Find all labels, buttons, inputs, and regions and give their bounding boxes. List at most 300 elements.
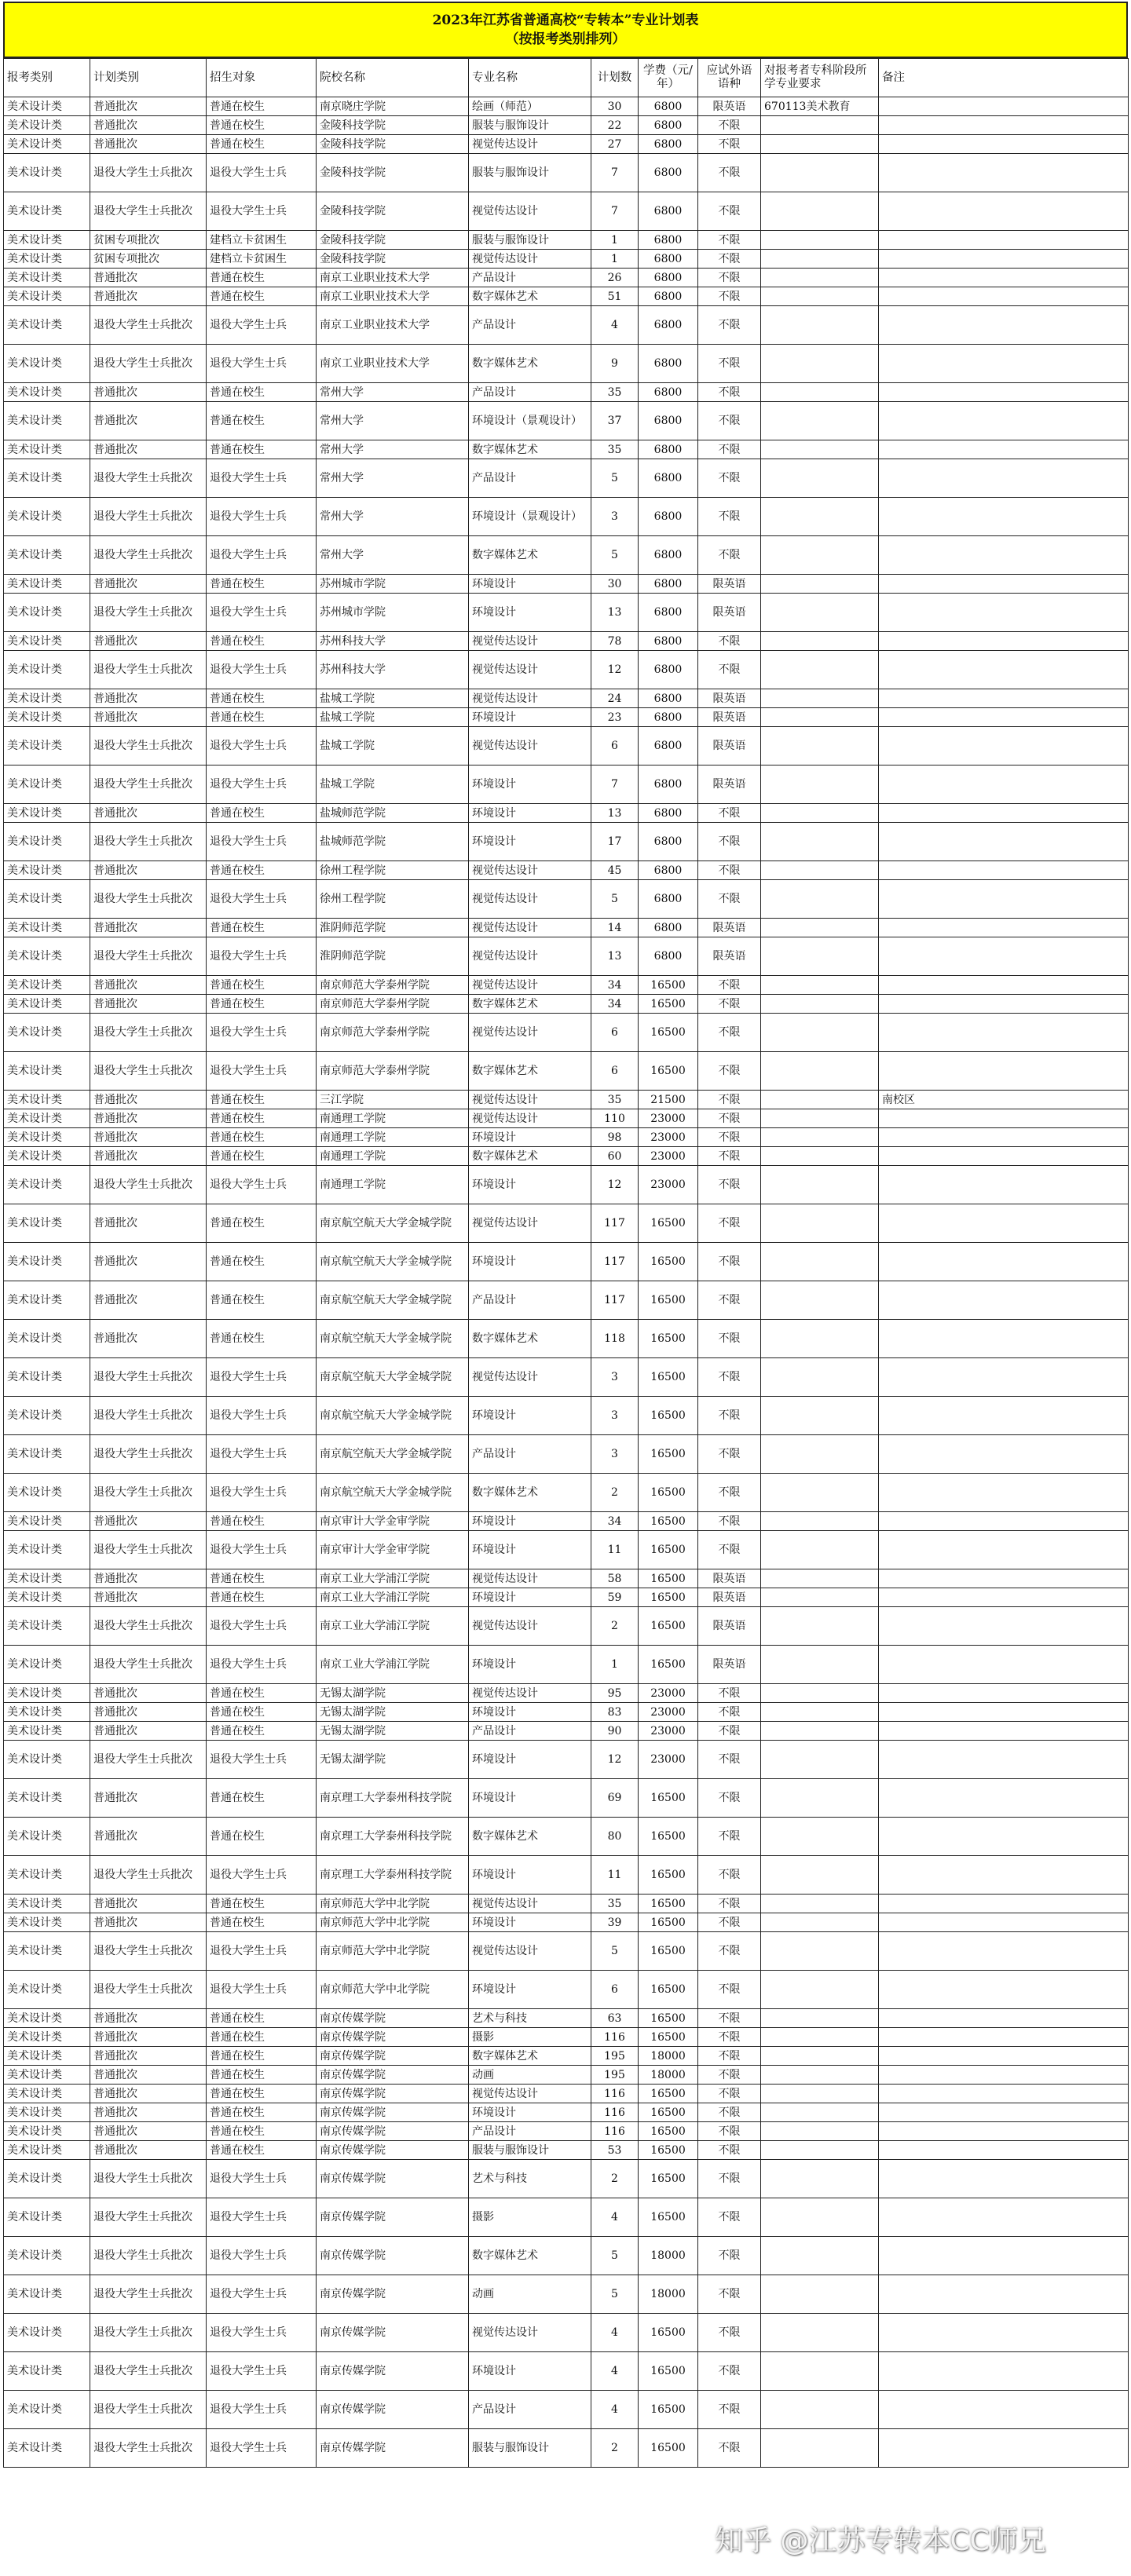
cell-exam-category: 美术设计类 bbox=[4, 459, 90, 498]
cell-plan-category: 普通批次 bbox=[90, 689, 207, 708]
cell-plan-count: 3 bbox=[591, 1435, 639, 1474]
cell-tuition: 16500 bbox=[639, 995, 698, 1014]
cell-major-requirement bbox=[761, 250, 879, 269]
cell-major-name: 数字媒体艺术 bbox=[469, 440, 591, 459]
cell-major-requirement bbox=[761, 976, 879, 995]
cell-remarks bbox=[879, 2391, 1129, 2429]
header-major-requirement: 对报考者专科阶段所学专业要求 bbox=[761, 59, 879, 97]
cell-remarks bbox=[879, 250, 1129, 269]
cell-major-requirement bbox=[761, 594, 879, 632]
cell-tuition: 16500 bbox=[639, 2122, 698, 2141]
table-row bbox=[4, 192, 1129, 231]
cell-exam-category: 美术设计类 bbox=[4, 1971, 90, 2009]
table-row bbox=[4, 1166, 1129, 1204]
cell-exam-category: 美术设计类 bbox=[4, 861, 90, 880]
cell-exam-category: 美术设计类 bbox=[4, 651, 90, 689]
cell-plan-count: 35 bbox=[591, 440, 639, 459]
table-row bbox=[4, 287, 1129, 306]
cell-plan-category: 普通批次 bbox=[90, 2141, 207, 2160]
cell-remarks bbox=[879, 1588, 1129, 1607]
table-row bbox=[4, 498, 1129, 536]
cell-major-name: 视觉传达设计 bbox=[469, 1569, 591, 1588]
cell-major-name: 艺术与科技 bbox=[469, 2009, 591, 2028]
cell-tuition: 23000 bbox=[639, 1722, 698, 1741]
cell-remarks bbox=[879, 1320, 1129, 1358]
cell-major-requirement bbox=[761, 1243, 879, 1281]
cell-school-name: 南京传媒学院 bbox=[317, 2141, 469, 2160]
cell-foreign-language: 不限 bbox=[698, 383, 761, 402]
cell-exam-category: 美术设计类 bbox=[4, 116, 90, 135]
cell-enrollment-target: 退役大学生士兵 bbox=[207, 594, 317, 632]
table-row bbox=[4, 651, 1129, 689]
cell-major-requirement bbox=[761, 498, 879, 536]
cell-remarks bbox=[879, 1779, 1129, 1818]
cell-major-name: 视觉传达设计 bbox=[469, 250, 591, 269]
cell-enrollment-target: 退役大学生士兵 bbox=[207, 1646, 317, 1684]
cell-exam-category: 美术设计类 bbox=[4, 2047, 90, 2066]
cell-enrollment-target: 退役大学生士兵 bbox=[207, 154, 317, 192]
cell-major-name: 数字媒体艺术 bbox=[469, 2047, 591, 2066]
cell-major-requirement bbox=[761, 2352, 879, 2391]
cell-major-requirement bbox=[761, 2009, 879, 2028]
cell-major-requirement bbox=[761, 269, 879, 287]
cell-school-name: 苏州科技大学 bbox=[317, 651, 469, 689]
cell-major-name: 产品设计 bbox=[469, 1435, 591, 1474]
cell-major-requirement bbox=[761, 861, 879, 880]
cell-remarks bbox=[879, 97, 1129, 116]
cell-remarks bbox=[879, 1243, 1129, 1281]
cell-school-name: 南京工业大学浦江学院 bbox=[317, 1607, 469, 1646]
cell-exam-category: 美术设计类 bbox=[4, 1091, 90, 1109]
cell-exam-category: 美术设计类 bbox=[4, 937, 90, 976]
cell-school-name: 无锡太湖学院 bbox=[317, 1741, 469, 1779]
table-row bbox=[4, 2028, 1129, 2047]
cell-major-name: 环境设计 bbox=[469, 1512, 591, 1531]
cell-major-requirement bbox=[761, 402, 879, 440]
header-tuition: 学费（元/年） bbox=[639, 59, 698, 97]
cell-plan-category: 普通批次 bbox=[90, 1204, 207, 1243]
table-row bbox=[4, 402, 1129, 440]
cell-plan-count: 11 bbox=[591, 1531, 639, 1569]
cell-foreign-language: 不限 bbox=[698, 2237, 761, 2275]
cell-school-name: 南京师范大学泰州学院 bbox=[317, 976, 469, 995]
cell-plan-count: 34 bbox=[591, 995, 639, 1014]
cell-enrollment-target: 退役大学生士兵 bbox=[207, 1397, 317, 1435]
cell-tuition: 23000 bbox=[639, 1684, 698, 1703]
cell-enrollment-target: 普通在校生 bbox=[207, 1243, 317, 1281]
cell-school-name: 南京传媒学院 bbox=[317, 2103, 469, 2122]
cell-school-name: 徐州工程学院 bbox=[317, 880, 469, 919]
cell-remarks bbox=[879, 2028, 1129, 2047]
table-row bbox=[4, 135, 1129, 154]
cell-major-name: 环境设计 bbox=[469, 594, 591, 632]
cell-exam-category: 美术设计类 bbox=[4, 2198, 90, 2237]
cell-school-name: 淮阴师范学院 bbox=[317, 919, 469, 937]
cell-tuition: 6800 bbox=[639, 459, 698, 498]
cell-plan-count: 5 bbox=[591, 880, 639, 919]
table-row bbox=[4, 1014, 1129, 1052]
header-school-name: 院校名称 bbox=[317, 59, 469, 97]
cell-plan-count: 5 bbox=[591, 1932, 639, 1971]
cell-major-requirement bbox=[761, 2047, 879, 2066]
cell-remarks bbox=[879, 1281, 1129, 1320]
cell-major-requirement bbox=[761, 2237, 879, 2275]
cell-enrollment-target: 普通在校生 bbox=[207, 135, 317, 154]
cell-exam-category: 美术设计类 bbox=[4, 1052, 90, 1091]
cell-foreign-language: 不限 bbox=[698, 2066, 761, 2085]
cell-remarks: 南校区 bbox=[879, 1091, 1129, 1109]
cell-plan-category: 贫困专项批次 bbox=[90, 231, 207, 250]
cell-enrollment-target: 普通在校生 bbox=[207, 1569, 317, 1588]
cell-enrollment-target: 普通在校生 bbox=[207, 1091, 317, 1109]
document-title: 2023年江苏省普通高校“专转本”专业计划表 bbox=[432, 13, 699, 28]
cell-major-requirement bbox=[761, 765, 879, 804]
cell-school-name: 南通理工学院 bbox=[317, 1128, 469, 1147]
cell-major-name: 环境设计 bbox=[469, 823, 591, 861]
cell-remarks bbox=[879, 383, 1129, 402]
cell-plan-category: 退役大学生士兵批次 bbox=[90, 823, 207, 861]
cell-enrollment-target: 普通在校生 bbox=[207, 976, 317, 995]
cell-plan-category: 退役大学生士兵批次 bbox=[90, 1014, 207, 1052]
cell-major-name: 环境设计 bbox=[469, 765, 591, 804]
cell-foreign-language: 不限 bbox=[698, 2391, 761, 2429]
cell-remarks bbox=[879, 2275, 1129, 2314]
cell-enrollment-target: 普通在校生 bbox=[207, 2066, 317, 2085]
table-row bbox=[4, 440, 1129, 459]
cell-foreign-language: 不限 bbox=[698, 1818, 761, 1856]
cell-plan-count: 7 bbox=[591, 154, 639, 192]
cell-plan-count: 6 bbox=[591, 727, 639, 765]
cell-school-name: 南通理工学院 bbox=[317, 1109, 469, 1128]
cell-plan-category: 普通批次 bbox=[90, 2066, 207, 2085]
cell-exam-category: 美术设计类 bbox=[4, 919, 90, 937]
cell-major-name: 产品设计 bbox=[469, 269, 591, 287]
cell-major-requirement bbox=[761, 1474, 879, 1512]
cell-school-name: 常州大学 bbox=[317, 383, 469, 402]
cell-plan-category: 退役大学生士兵批次 bbox=[90, 345, 207, 383]
table-row bbox=[4, 1052, 1129, 1091]
cell-exam-category: 美术设计类 bbox=[4, 1895, 90, 1913]
table-row bbox=[4, 2160, 1129, 2198]
cell-remarks bbox=[879, 2141, 1129, 2160]
cell-major-name: 视觉传达设计 bbox=[469, 651, 591, 689]
cell-plan-category: 退役大学生士兵批次 bbox=[90, 1531, 207, 1569]
cell-enrollment-target: 退役大学生士兵 bbox=[207, 1607, 317, 1646]
cell-foreign-language: 不限 bbox=[698, 269, 761, 287]
cell-plan-category: 退役大学生士兵批次 bbox=[90, 594, 207, 632]
cell-major-requirement bbox=[761, 383, 879, 402]
cell-major-requirement bbox=[761, 632, 879, 651]
cell-major-requirement bbox=[761, 1109, 879, 1128]
cell-school-name: 苏州科技大学 bbox=[317, 632, 469, 651]
cell-plan-category: 普通批次 bbox=[90, 1818, 207, 1856]
cell-major-requirement bbox=[761, 1607, 879, 1646]
cell-plan-count: 5 bbox=[591, 536, 639, 575]
cell-major-requirement bbox=[761, 1052, 879, 1091]
cell-plan-category: 退役大学生士兵批次 bbox=[90, 192, 207, 231]
cell-major-requirement bbox=[761, 1014, 879, 1052]
cell-foreign-language: 不限 bbox=[698, 1014, 761, 1052]
cell-plan-category: 普通批次 bbox=[90, 1895, 207, 1913]
cell-remarks bbox=[879, 1052, 1129, 1091]
cell-foreign-language: 不限 bbox=[698, 2009, 761, 2028]
cell-tuition: 16500 bbox=[639, 1474, 698, 1512]
cell-major-requirement bbox=[761, 306, 879, 345]
cell-plan-count: 3 bbox=[591, 1397, 639, 1435]
cell-school-name: 常州大学 bbox=[317, 440, 469, 459]
cell-plan-category: 退役大学生士兵批次 bbox=[90, 1166, 207, 1204]
cell-plan-count: 11 bbox=[591, 1856, 639, 1895]
cell-tuition: 6800 bbox=[639, 383, 698, 402]
cell-remarks bbox=[879, 440, 1129, 459]
table-row bbox=[4, 2391, 1129, 2429]
cell-plan-count: 4 bbox=[591, 2391, 639, 2429]
table-row bbox=[4, 1818, 1129, 1856]
cell-remarks bbox=[879, 116, 1129, 135]
cell-plan-count: 4 bbox=[591, 2198, 639, 2237]
cell-tuition: 16500 bbox=[639, 2009, 698, 2028]
cell-major-name: 动画 bbox=[469, 2275, 591, 2314]
cell-foreign-language: 不限 bbox=[698, 1204, 761, 1243]
cell-foreign-language: 限英语 bbox=[698, 727, 761, 765]
cell-school-name: 常州大学 bbox=[317, 459, 469, 498]
table-row bbox=[4, 345, 1129, 383]
cell-remarks bbox=[879, 594, 1129, 632]
cell-major-name: 艺术与科技 bbox=[469, 2160, 591, 2198]
cell-school-name: 南京传媒学院 bbox=[317, 2275, 469, 2314]
cell-major-requirement bbox=[761, 804, 879, 823]
cell-major-requirement bbox=[761, 1147, 879, 1166]
cell-exam-category: 美术设计类 bbox=[4, 2160, 90, 2198]
cell-enrollment-target: 退役大学生士兵 bbox=[207, 2160, 317, 2198]
cell-foreign-language: 限英语 bbox=[698, 708, 761, 727]
cell-plan-category: 普通批次 bbox=[90, 575, 207, 594]
cell-plan-count: 27 bbox=[591, 135, 639, 154]
cell-plan-category: 退役大学生士兵批次 bbox=[90, 2198, 207, 2237]
cell-tuition: 16500 bbox=[639, 1818, 698, 1856]
cell-tuition: 18000 bbox=[639, 2066, 698, 2085]
cell-school-name: 南京传媒学院 bbox=[317, 2429, 469, 2468]
cell-remarks bbox=[879, 937, 1129, 976]
cell-tuition: 16500 bbox=[639, 2314, 698, 2352]
cell-exam-category: 美术设计类 bbox=[4, 689, 90, 708]
cell-tuition: 18000 bbox=[639, 2237, 698, 2275]
cell-school-name: 南京晓庄学院 bbox=[317, 97, 469, 116]
cell-enrollment-target: 普通在校生 bbox=[207, 287, 317, 306]
cell-enrollment-target: 普通在校生 bbox=[207, 383, 317, 402]
cell-exam-category: 美术设计类 bbox=[4, 269, 90, 287]
cell-plan-count: 35 bbox=[591, 383, 639, 402]
cell-plan-category: 退役大学生士兵批次 bbox=[90, 1358, 207, 1397]
cell-major-name: 视觉传达设计 bbox=[469, 632, 591, 651]
cell-major-name: 数字媒体艺术 bbox=[469, 1147, 591, 1166]
cell-enrollment-target: 普通在校生 bbox=[207, 2103, 317, 2122]
cell-exam-category: 美术设计类 bbox=[4, 536, 90, 575]
cell-foreign-language: 不限 bbox=[698, 2141, 761, 2160]
cell-major-name: 视觉传达设计 bbox=[469, 1607, 591, 1646]
cell-exam-category: 美术设计类 bbox=[4, 2429, 90, 2468]
cell-school-name: 金陵科技学院 bbox=[317, 154, 469, 192]
cell-exam-category: 美术设计类 bbox=[4, 231, 90, 250]
cell-enrollment-target: 普通在校生 bbox=[207, 1779, 317, 1818]
cell-plan-category: 普通批次 bbox=[90, 861, 207, 880]
cell-exam-category: 美术设计类 bbox=[4, 765, 90, 804]
cell-remarks bbox=[879, 459, 1129, 498]
cell-plan-count: 1 bbox=[591, 250, 639, 269]
title-banner bbox=[3, 2, 1128, 58]
cell-remarks bbox=[879, 2198, 1129, 2237]
table-row bbox=[4, 383, 1129, 402]
cell-remarks bbox=[879, 1435, 1129, 1474]
cell-school-name: 盐城师范学院 bbox=[317, 804, 469, 823]
cell-school-name: 南京传媒学院 bbox=[317, 2085, 469, 2103]
cell-plan-category: 退役大学生士兵批次 bbox=[90, 880, 207, 919]
cell-school-name: 金陵科技学院 bbox=[317, 192, 469, 231]
cell-plan-category: 普通批次 bbox=[90, 708, 207, 727]
cell-major-name: 数字媒体艺术 bbox=[469, 1818, 591, 1856]
cell-school-name: 无锡太湖学院 bbox=[317, 1684, 469, 1703]
cell-plan-count: 95 bbox=[591, 1684, 639, 1703]
cell-exam-category: 美术设计类 bbox=[4, 498, 90, 536]
table-row bbox=[4, 231, 1129, 250]
cell-major-requirement bbox=[761, 1818, 879, 1856]
cell-school-name: 南京理工大学泰州科技学院 bbox=[317, 1779, 469, 1818]
cell-plan-count: 80 bbox=[591, 1818, 639, 1856]
cell-exam-category: 美术设计类 bbox=[4, 402, 90, 440]
cell-major-name: 数字媒体艺术 bbox=[469, 536, 591, 575]
cell-major-requirement bbox=[761, 231, 879, 250]
cell-major-requirement bbox=[761, 2160, 879, 2198]
cell-exam-category: 美术设计类 bbox=[4, 1932, 90, 1971]
cell-enrollment-target: 退役大学生士兵 bbox=[207, 1358, 317, 1397]
table-row bbox=[4, 2009, 1129, 2028]
cell-remarks bbox=[879, 1722, 1129, 1741]
cell-plan-count: 6 bbox=[591, 1971, 639, 2009]
cell-school-name: 南京师范大学泰州学院 bbox=[317, 1014, 469, 1052]
cell-remarks bbox=[879, 1397, 1129, 1435]
cell-school-name: 三江学院 bbox=[317, 1091, 469, 1109]
cell-foreign-language: 限英语 bbox=[698, 575, 761, 594]
cell-plan-count: 34 bbox=[591, 1512, 639, 1531]
cell-school-name: 无锡太湖学院 bbox=[317, 1722, 469, 1741]
cell-plan-count: 117 bbox=[591, 1281, 639, 1320]
cell-school-name: 南京理工大学泰州科技学院 bbox=[317, 1818, 469, 1856]
cell-remarks bbox=[879, 306, 1129, 345]
cell-plan-category: 普通批次 bbox=[90, 1147, 207, 1166]
cell-foreign-language: 限英语 bbox=[698, 1646, 761, 1684]
cell-major-name: 视觉传达设计 bbox=[469, 1358, 591, 1397]
cell-exam-category: 美术设计类 bbox=[4, 575, 90, 594]
table-row bbox=[4, 2352, 1129, 2391]
cell-plan-count: 9 bbox=[591, 345, 639, 383]
cell-enrollment-target: 普通在校生 bbox=[207, 2122, 317, 2141]
cell-tuition: 16500 bbox=[639, 2429, 698, 2468]
cell-remarks bbox=[879, 2066, 1129, 2085]
cell-school-name: 南京航空航天大学金城学院 bbox=[317, 1358, 469, 1397]
cell-school-name: 南京航空航天大学金城学院 bbox=[317, 1320, 469, 1358]
table-row bbox=[4, 1531, 1129, 1569]
cell-remarks bbox=[879, 632, 1129, 651]
cell-exam-category: 美术设计类 bbox=[4, 2028, 90, 2047]
cell-school-name: 南京工业职业技术大学 bbox=[317, 345, 469, 383]
cell-tuition: 16500 bbox=[639, 1281, 698, 1320]
cell-remarks bbox=[879, 2103, 1129, 2122]
cell-major-name: 视觉传达设计 bbox=[469, 1014, 591, 1052]
cell-major-requirement bbox=[761, 459, 879, 498]
cell-tuition: 16500 bbox=[639, 1052, 698, 1091]
cell-enrollment-target: 普通在校生 bbox=[207, 1684, 317, 1703]
cell-plan-category: 退役大学生士兵批次 bbox=[90, 1397, 207, 1435]
cell-school-name: 南京工业职业技术大学 bbox=[317, 306, 469, 345]
cell-plan-count: 195 bbox=[591, 2047, 639, 2066]
cell-plan-category: 退役大学生士兵批次 bbox=[90, 1741, 207, 1779]
cell-enrollment-target: 普通在校生 bbox=[207, 269, 317, 287]
cell-school-name: 南京师范大学中北学院 bbox=[317, 1971, 469, 2009]
cell-foreign-language: 限英语 bbox=[698, 1607, 761, 1646]
cell-plan-count: 26 bbox=[591, 269, 639, 287]
cell-major-requirement bbox=[761, 1128, 879, 1147]
cell-foreign-language: 不限 bbox=[698, 402, 761, 440]
header-enrollment-target: 招生对象 bbox=[207, 59, 317, 97]
cell-school-name: 南京师范大学中北学院 bbox=[317, 1895, 469, 1913]
table-row bbox=[4, 2429, 1129, 2468]
cell-plan-count: 98 bbox=[591, 1128, 639, 1147]
table-row bbox=[4, 1358, 1129, 1397]
header-row bbox=[4, 59, 1129, 97]
document-subtitle: （按报考类别排列） bbox=[505, 31, 626, 47]
cell-major-name: 数字媒体艺术 bbox=[469, 1474, 591, 1512]
cell-major-name: 视觉传达设计 bbox=[469, 1895, 591, 1913]
cell-enrollment-target: 退役大学生士兵 bbox=[207, 1474, 317, 1512]
cell-enrollment-target: 退役大学生士兵 bbox=[207, 1741, 317, 1779]
cell-school-name: 盐城工学院 bbox=[317, 708, 469, 727]
cell-major-requirement bbox=[761, 1779, 879, 1818]
cell-enrollment-target: 退役大学生士兵 bbox=[207, 459, 317, 498]
cell-plan-count: 13 bbox=[591, 937, 639, 976]
cell-remarks bbox=[879, 708, 1129, 727]
cell-plan-count: 116 bbox=[591, 2028, 639, 2047]
cell-foreign-language: 不限 bbox=[698, 2047, 761, 2066]
cell-major-name: 产品设计 bbox=[469, 306, 591, 345]
cell-plan-category: 普通批次 bbox=[90, 2103, 207, 2122]
cell-enrollment-target: 普通在校生 bbox=[207, 2047, 317, 2066]
table-row bbox=[4, 2198, 1129, 2237]
cell-exam-category: 美术设计类 bbox=[4, 1588, 90, 1607]
cell-major-name: 服装与服饰设计 bbox=[469, 2429, 591, 2468]
table-row bbox=[4, 575, 1129, 594]
cell-major-name: 视觉传达设计 bbox=[469, 2314, 591, 2352]
cell-tuition: 16500 bbox=[639, 1588, 698, 1607]
cell-major-requirement bbox=[761, 2141, 879, 2160]
table-row bbox=[4, 1397, 1129, 1435]
cell-school-name: 南京传媒学院 bbox=[317, 2160, 469, 2198]
cell-tuition: 16500 bbox=[639, 1358, 698, 1397]
table-row bbox=[4, 1722, 1129, 1741]
cell-enrollment-target: 退役大学生士兵 bbox=[207, 765, 317, 804]
cell-enrollment-target: 退役大学生士兵 bbox=[207, 2352, 317, 2391]
cell-foreign-language: 不限 bbox=[698, 1128, 761, 1147]
cell-exam-category: 美术设计类 bbox=[4, 1014, 90, 1052]
cell-foreign-language: 不限 bbox=[698, 459, 761, 498]
cell-foreign-language: 不限 bbox=[698, 2085, 761, 2103]
table-row bbox=[4, 2275, 1129, 2314]
cell-tuition: 6800 bbox=[639, 594, 698, 632]
cell-major-requirement bbox=[761, 1320, 879, 1358]
table-row bbox=[4, 1913, 1129, 1932]
cell-remarks bbox=[879, 231, 1129, 250]
cell-school-name: 南通理工学院 bbox=[317, 1166, 469, 1204]
cell-foreign-language: 不限 bbox=[698, 1531, 761, 1569]
